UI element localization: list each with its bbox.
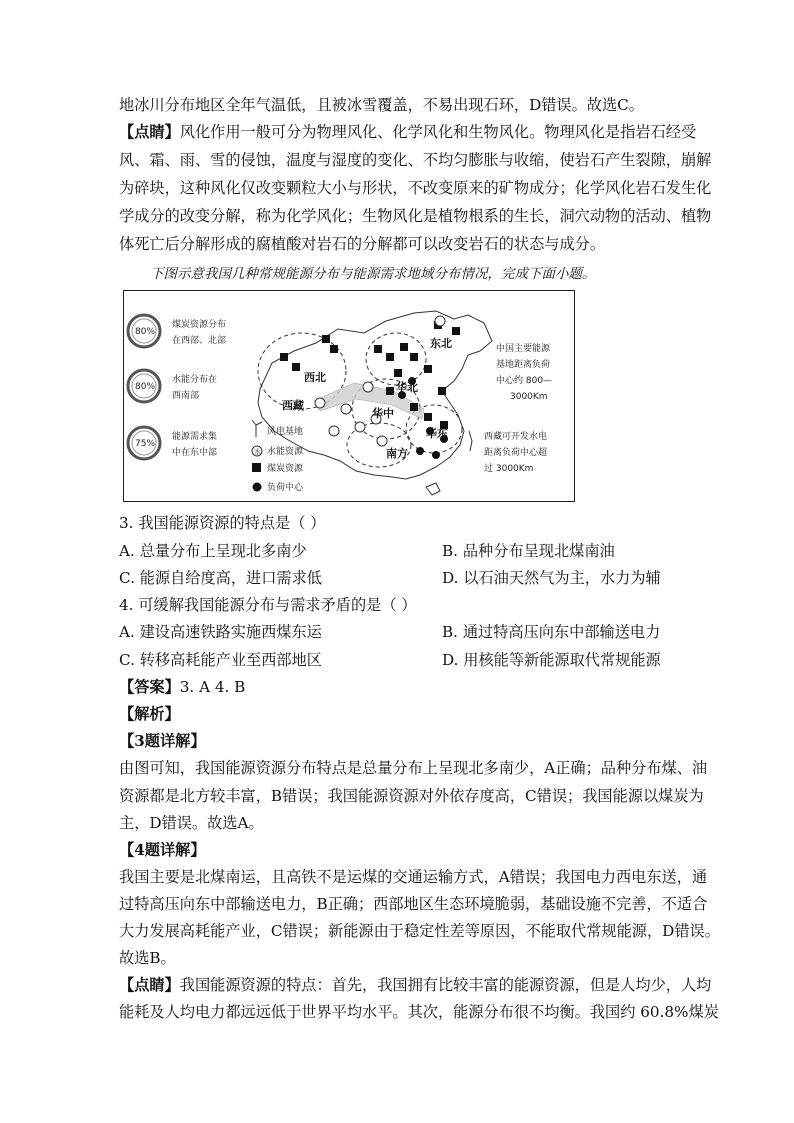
hydro-icon	[252, 446, 262, 456]
wind-icon	[252, 420, 262, 437]
q4-option-b: B. 通过特高压向东中部输送电力	[442, 623, 661, 641]
q4-option-a: A. 建设高速铁路实施西煤东运	[119, 623, 322, 641]
figure-caption: 下图示意我国几种常规能源分布与能源需求地域分布情况，完成下面小题。	[150, 266, 596, 282]
region-dongbei: 东北	[430, 337, 452, 350]
region-xizang: 西藏	[282, 399, 304, 412]
q4-detail-tag: 【4题详解】	[119, 841, 206, 859]
q4-option-c: C. 转移高耗能产业至西部地区	[119, 651, 322, 669]
svg-text:水: 水	[254, 448, 261, 456]
note2-line2: 距离负荷中心超	[484, 448, 548, 458]
q3-detail-line: 主，D错误。故选A。	[119, 814, 264, 832]
q3-option-a: A. 总量分布上呈现北多南少	[119, 542, 307, 560]
text-line	[119, 123, 697, 141]
dianjing2-line: 能耗及人均电力都远远低于世界平均水平。其次，能源分布很不均衡。我国约 60.8%煤炭	[119, 1003, 719, 1021]
q4-detail-line: 我国主要是北煤南运，且高铁不是运煤的交通运输方式，A错误；我国电力西电东送，通	[119, 868, 708, 886]
q3-option-c: C. 能源自给度高，进口需求低	[119, 569, 322, 587]
answer-text: 3. A 4. B	[179, 678, 246, 696]
legend-wind-label: 风电基地	[267, 427, 304, 437]
region-huazhong: 华中	[372, 407, 394, 420]
map-notes	[484, 342, 552, 474]
legend	[252, 420, 304, 493]
legend-coal-label: 煤炭资源	[267, 464, 304, 474]
text-line: 地冰川分布地区全年气温低，且被冰雪覆盖，不易出现石环，D错误。故选C。	[119, 96, 644, 114]
pie3-label-1: 能源需求集	[172, 432, 218, 442]
q3-detail-tag: 【3题详解】	[119, 732, 206, 750]
pie2-percent: 80%	[135, 382, 156, 392]
region-huadong: 华东	[426, 427, 448, 440]
pie2-label-1: 水能分布在	[172, 375, 218, 385]
q4-option-d: D. 用核能等新能源取代常规能源	[442, 651, 661, 669]
answer-line	[119, 678, 679, 696]
text-line: 学成分的改变分解，称为化学风化；生物风化是植物根系的生长，洞穴动物的活动、植物	[119, 207, 712, 225]
note2-line3: 过 3000Km	[484, 464, 534, 474]
pie1-percent: 80%	[135, 327, 156, 337]
region-huabei: 华北	[396, 381, 418, 394]
q4-detail-line: 故选B。	[119, 949, 176, 967]
energy-map-svg	[124, 291, 574, 501]
note1-line2: 基地距离负荷	[496, 360, 551, 370]
dianjing-tag: 【点睛】	[119, 123, 180, 141]
pie3-label-2: 中在东中部	[172, 448, 218, 458]
pie3-percent: 75%	[135, 439, 156, 449]
dianjing2-tag: 【点睛】	[119, 976, 180, 994]
q3-detail-line: 资源都是北方较丰富，B错误；我国能源资源对外依存度高，C错误；我国能源以煤炭为	[119, 787, 704, 805]
text-line: 风、霜、雨、雪的侵蚀，温度与湿度的变化、不均匀膨胀与收缩，使岩石产生裂隙，崩解	[119, 151, 712, 169]
analysis-tag: 【解析】	[119, 705, 180, 723]
note2-line1: 西藏可开发水电	[484, 432, 548, 442]
note1-line1: 中国主要能源	[496, 344, 551, 354]
dianjing2-line	[119, 976, 712, 994]
legend-load-label: 负荷中心	[267, 483, 304, 493]
pie1-label-2: 在西部、北部	[172, 336, 227, 346]
question-3-stem: 3. 我国能源资源的特点是（ ）	[119, 514, 326, 532]
pie1-label-1: 煤炭资源分布	[172, 320, 227, 330]
energy-map-figure	[123, 290, 575, 502]
pie2-label-2: 西南部	[172, 391, 200, 401]
q3-option-d: D. 以石油天然气为主，水力为辅	[442, 569, 661, 587]
dianjing2-text: 我国能源资源的特点：首先，我国拥有比较丰富的能源资源，但是人均少，人均	[179, 976, 712, 994]
legend-hydro-label: 水能资源	[267, 447, 304, 457]
text-line: 为碎块，这种风化仅改变颗粒大小与形状，不改变原来的矿物成分；化学风化岩石发生化	[119, 179, 712, 197]
region-nanfang: 南方	[386, 447, 408, 460]
q3-detail-line: 由图可知，我国能源资源分布特点是总量分布上呈现北多南少，A正确；品种分布煤、油	[119, 759, 708, 777]
dianjing-text: 风化作用一般可分为物理风化、化学风化和生物风化。物理风化是指岩石经受	[179, 123, 697, 141]
load-center-icon	[253, 483, 262, 492]
q4-detail-line: 过特高压向东中部输送电力，B正确；西部地区生态环境脆弱，基础设施不完善，不适合	[119, 895, 708, 913]
region-xibei: 西北	[304, 371, 326, 384]
coal-icon	[252, 463, 261, 472]
question-4-stem: 4. 可缓解我国能源分布与需求矛盾的是（ ）	[119, 596, 417, 614]
note1-line4: 3000Km	[510, 392, 548, 402]
q4-detail-line: 大力发展高耗能产业，C错误；新能源由于稳定性差等原因，不能取代常规能源，D错误。	[119, 922, 720, 940]
answer-tag: 【答案】	[119, 678, 180, 696]
text-line: 体死亡后分解形成的腐植酸对岩石的分解都可以改变岩石的状态与成分。	[119, 235, 605, 253]
q3-option-b: B. 品种分布呈现北煤南油	[442, 542, 615, 560]
note1-line3: 中心约 800—	[496, 376, 553, 386]
